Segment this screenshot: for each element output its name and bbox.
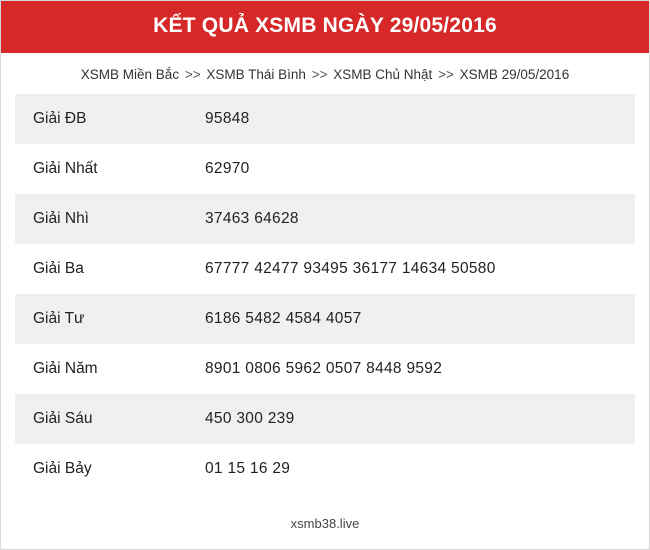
prize-numbers: 6186 5482 4584 4057: [205, 310, 362, 327]
prize-numbers: 8901 0806 5962 0507 8448 9592: [205, 360, 443, 377]
breadcrumb-item-weekday[interactable]: XSMB Chủ Nhật: [333, 67, 433, 82]
prize-label: Giải Năm: [33, 360, 98, 377]
table-row: [15, 294, 635, 344]
prize-label: Giải Bảy: [33, 460, 92, 477]
breadcrumb-item-region[interactable]: XSMB Miền Bắc: [80, 67, 180, 82]
table-row: [15, 444, 635, 494]
table-row: [15, 394, 635, 444]
breadcrumb-item-date[interactable]: XSMB 29/05/2016: [459, 67, 570, 82]
prize-label: Giải ĐB: [33, 110, 87, 127]
prize-label: Giải Nhì: [33, 210, 89, 227]
breadcrumb-separator: >>: [184, 67, 201, 82]
prize-numbers: 450 300 239: [205, 410, 295, 427]
prize-label: Giải Nhất: [33, 160, 98, 177]
breadcrumb-item-province[interactable]: XSMB Thái Bình: [206, 67, 306, 82]
prize-numbers: 62970: [205, 160, 250, 177]
breadcrumb-separator: >>: [438, 67, 454, 82]
prize-numbers: 95848: [205, 110, 250, 127]
page-title: KẾT QUẢ XSMB NGÀY 29/05/2016: [1, 1, 649, 53]
prize-label: Giải Tư: [33, 310, 85, 327]
breadcrumb-separator: >>: [311, 67, 328, 82]
prize-numbers: 01 15 16 29: [205, 460, 291, 477]
table-row: [15, 94, 635, 144]
table-row: [15, 244, 635, 294]
breadcrumb: [1, 53, 649, 94]
table-row: [15, 144, 635, 194]
results-table: [15, 94, 635, 494]
table-row: [15, 344, 635, 394]
prize-label: Giải Sáu: [33, 410, 93, 427]
prize-numbers: 37463 64628: [205, 210, 299, 227]
prize-numbers: 67777 42477 93495 36177 14634 50580: [205, 260, 496, 277]
prize-label: Giải Ba: [33, 260, 84, 277]
table-row: [15, 194, 635, 244]
site-footer: xsmb38.live: [290, 516, 360, 531]
